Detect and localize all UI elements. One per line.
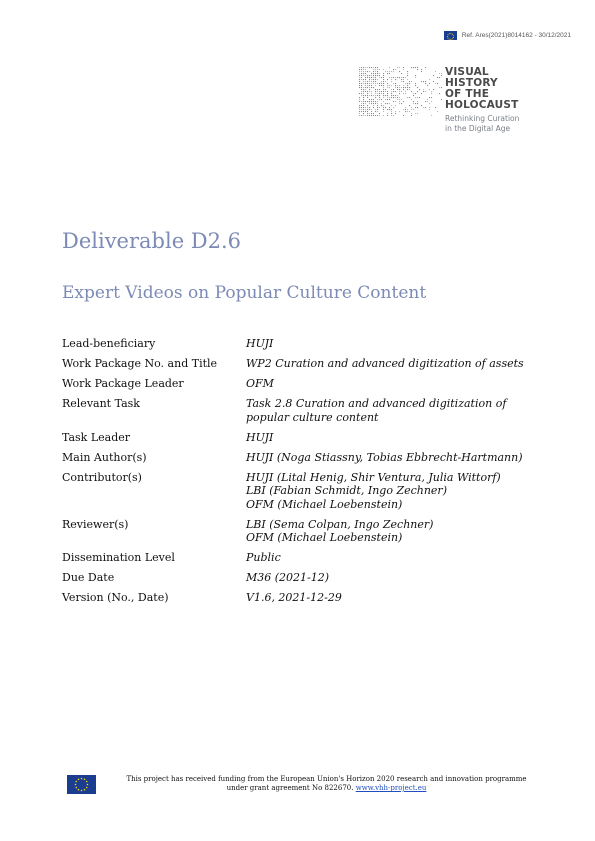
metadata-key: Main Author(s) (62, 450, 147, 464)
metadata-key: Relevant Task (62, 397, 140, 410)
eu-flag-icon (67, 775, 96, 794)
metadata-row (62, 571, 542, 591)
metadata-value (246, 377, 542, 397)
metadata-key: Work Package No. and Title (62, 357, 218, 370)
metadata-key: Lead-beneficiary (62, 337, 156, 350)
metadata-row (62, 357, 542, 377)
metadata-value-line: LBI (Sema Colpan, Ingo Zechner) (246, 517, 434, 531)
metadata-row (62, 377, 542, 397)
metadata-value-line: Task 2.8 Curation and advanced digitization of (246, 397, 507, 410)
metadata-row (62, 551, 542, 571)
metadata-value (246, 397, 542, 431)
eu-flag-icon (444, 31, 457, 40)
document-title: Expert Videos on Popular Culture Content (62, 283, 427, 303)
metadata-value (246, 431, 542, 451)
metadata-value-line: Public (246, 551, 281, 564)
project-link[interactable]: www.vhh-project.eu (355, 784, 427, 792)
metadata-value-line: LBI (Fabian Schmidt, Ingo Zechner) (246, 484, 447, 497)
logo-title-line: OF THE (445, 88, 490, 100)
metadata-value (246, 337, 542, 357)
logo-title-line: VISUAL (445, 66, 489, 78)
metadata-value-line: M36 (2021-12) (246, 571, 330, 584)
metadata-value (246, 518, 542, 552)
logo-dot-pattern-icon (358, 66, 442, 116)
metadata-value-line: popular culture content (246, 410, 379, 424)
metadata-key: Contributor(s) (62, 470, 142, 484)
metadata-value-line: V1.6, 2021-12-29 (246, 591, 342, 604)
metadata-value-line: HUJI (Lital Henig, Shir Ventura, Julia Wittorf) (246, 470, 501, 484)
logo-subtitle-line: in the Digital Age (445, 123, 511, 133)
metadata-value (246, 591, 542, 611)
metadata-value-line: OFM (246, 377, 274, 390)
metadata-table (62, 337, 542, 611)
logo-subtitle-line: Rethinking Curation (445, 114, 520, 123)
deliverable-id: Deliverable D2.6 (62, 229, 242, 253)
metadata-key: Due Date (62, 571, 115, 584)
metadata-key: Reviewer(s) (62, 517, 129, 531)
metadata-row (62, 451, 542, 471)
metadata-row (62, 518, 542, 552)
logo-title-line: HOLOCAUST (445, 99, 519, 111)
grant-text: under grant agreement No 822670. (226, 784, 354, 792)
logo-title-line: HISTORY (445, 77, 498, 89)
metadata-key: Work Package Leader (62, 377, 184, 390)
metadata-value (246, 571, 542, 591)
metadata-value-line: OFM (Michael Loebenstein) (246, 497, 403, 511)
logo-title (445, 67, 519, 111)
metadata-value (246, 357, 542, 377)
metadata-value-line: HUJI (246, 337, 274, 350)
reference-text: Ref. Ares(2021)8014162 - 30/12/2021 (461, 32, 571, 39)
metadata-value-line: HUJI (246, 430, 274, 444)
vhh-logo (358, 66, 548, 146)
reference-header (444, 31, 571, 40)
funding-statement (119, 775, 534, 793)
metadata-value (246, 451, 542, 471)
metadata-value-line: HUJI (Noga Stiassny, Tobias Ebbrecht-Hartmann) (246, 450, 523, 464)
metadata-key: Dissemination Level (62, 551, 175, 564)
metadata-value (246, 551, 542, 571)
metadata-row (62, 471, 542, 518)
logo-subtitle (445, 114, 519, 133)
metadata-row (62, 591, 542, 611)
metadata-row (62, 397, 542, 431)
metadata-value-line: WP2 Curation and advanced digitization of assets (246, 357, 524, 370)
funding-line (119, 784, 534, 793)
metadata-value (246, 471, 542, 518)
metadata-value-line: OFM (Michael Loebenstein) (246, 531, 403, 544)
metadata-key: Version (No., Date) (62, 591, 169, 604)
funding-line: This project has received funding from the European Union's Horizon 2020 research and innovation programme (126, 775, 527, 783)
metadata-row (62, 431, 542, 451)
metadata-key: Task Leader (62, 430, 131, 444)
metadata-row (62, 337, 542, 357)
